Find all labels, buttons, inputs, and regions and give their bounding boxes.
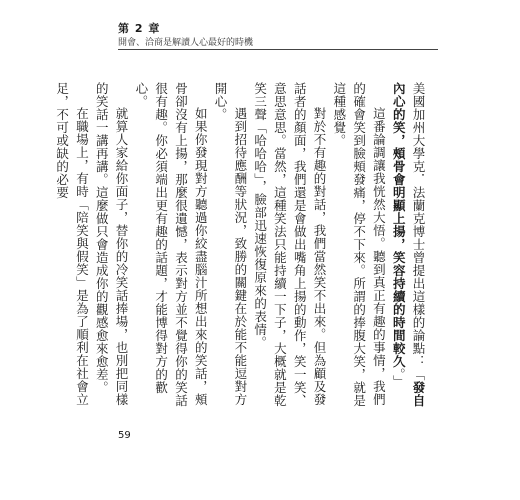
- paragraph-3: 對於不有趣的對話，我們當然笑不出來。但為顧及發話者的顏面，我們還是會做出嘴角上揚的動作，笑一笑、意思意思。當然，這種笑法只能持續一下子，大概就是乾笑三聲「哈哈哈」，臉部迅速恢復原來的表情。: [252, 82, 328, 407]
- paragraph-4: 遇到招待應酬等狀況，致勝的關鍵在於能不能逗對方開心。: [213, 82, 248, 406]
- paragraph-1-intro: 美國加州大學克．法蘭克博士曾提出這樣的論點：「: [411, 82, 426, 381]
- header-divider: [118, 49, 438, 50]
- paragraph-5: 如果你發現對方聽過你絞盡腦汁所想出來的笑話，頰骨卻沒有上揚，那麼很遺憾，表示對方並不覺得你的笑話很有趣。你必須端出更有趣的話題，才能博得對方的歡心。: [133, 82, 209, 407]
- paragraph-1: [388, 82, 428, 418]
- paragraph-6: 就算人家給你面子，替你的冷笑話捧場，也別把同樣的笑話一講再講。這麼做只會造成你的觀感愈來愈差。: [94, 82, 130, 406]
- emphasized-quote: 發自內心的笑，頰骨會明顯上揚，笑容持續的時間較久: [391, 82, 426, 407]
- page-number: 59: [118, 430, 131, 441]
- chapter-subtitle: 開會、洽商是解讀人心最好的時機: [118, 38, 254, 48]
- paragraph-7: 在職場上，有時「陪笑與假笑」是為了順利在社會立足，不可或缺的必要: [54, 82, 90, 406]
- body-text: [54, 82, 428, 418]
- chapter-label: 第 2 章: [118, 22, 161, 35]
- paragraph-2: 這番論調讓我恍然大悟。聽到真正有趣的事情，我們的確會笑到臉頰發痛，停不下來。所謂的捧腹大笑，就是這種感覺。: [331, 82, 387, 407]
- paragraph-1-close: 。」: [391, 368, 407, 388]
- vertical-text-column: [54, 82, 428, 418]
